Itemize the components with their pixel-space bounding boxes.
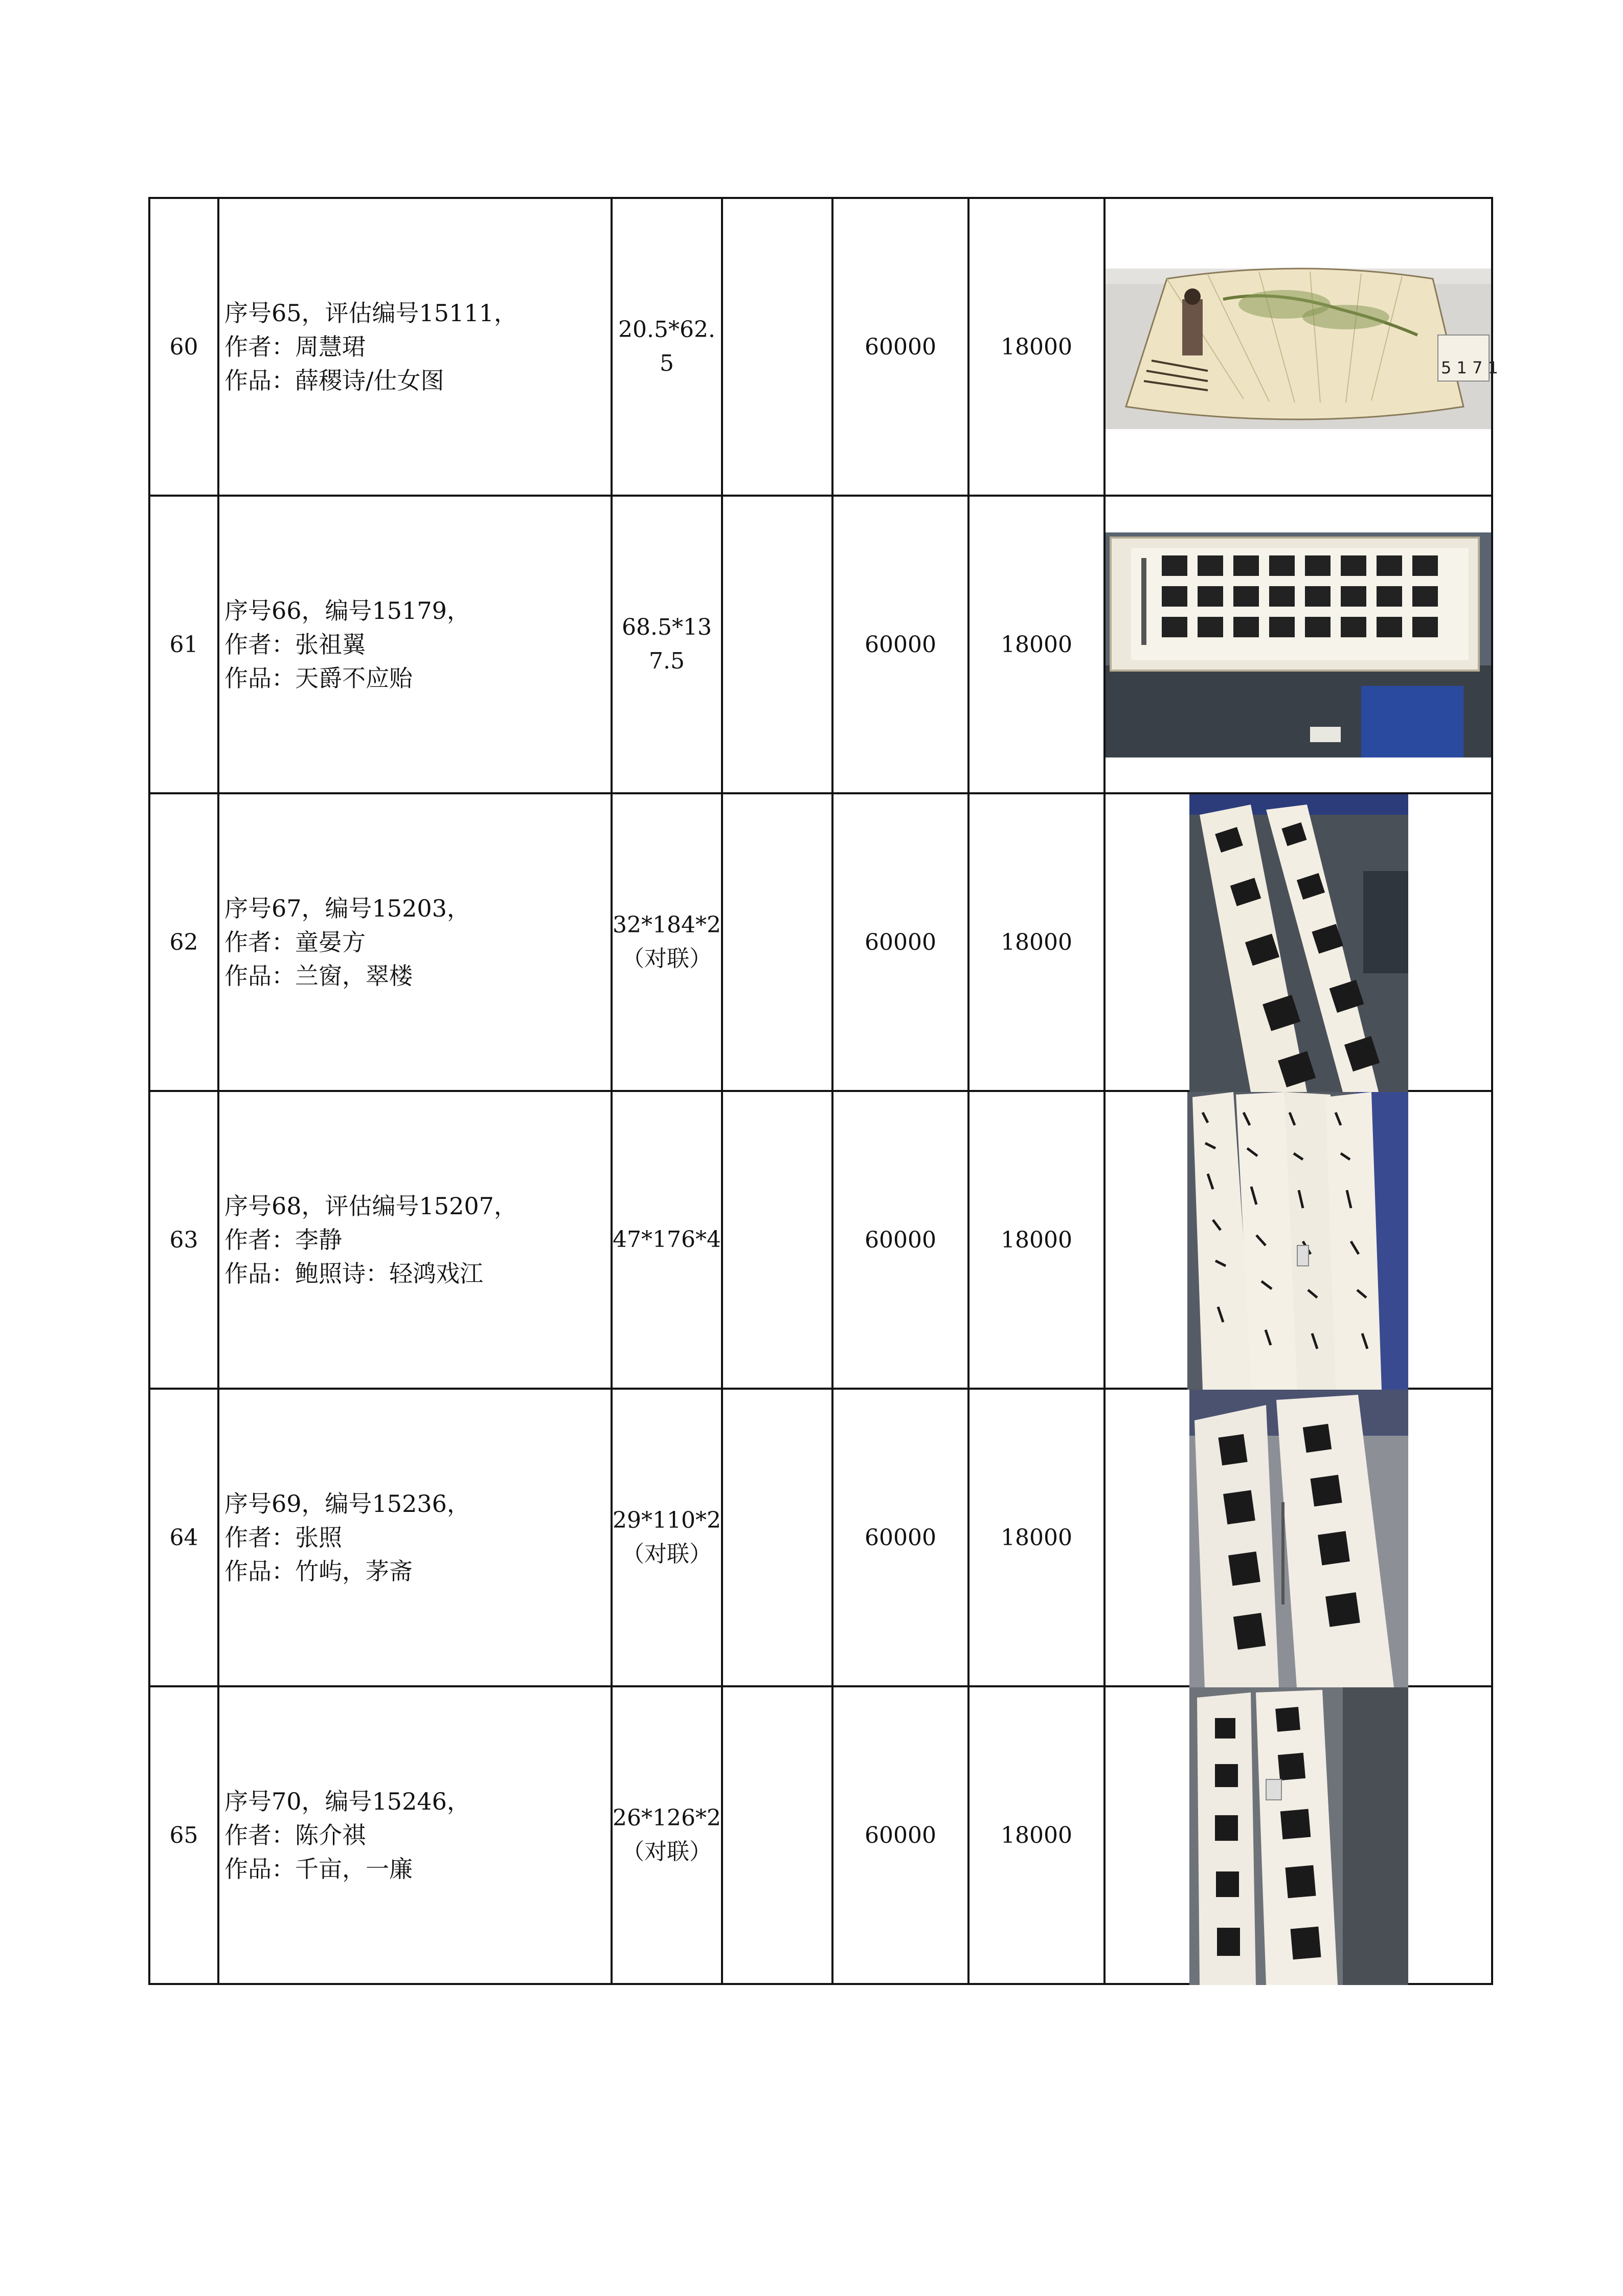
row-number: 61 — [149, 496, 218, 793]
title-line: 作品：千亩，一廉 — [224, 1855, 413, 1883]
artwork-photo-cell — [1104, 793, 1492, 1091]
title-line: 作品：竹屿，茅斋 — [224, 1557, 413, 1585]
reserve-price: 18000 — [968, 1091, 1104, 1389]
reserve-price: 18000 — [968, 793, 1104, 1091]
row-number: 60 — [149, 198, 218, 496]
row-number: 62 — [149, 793, 218, 1091]
empty-cell — [722, 1686, 832, 1984]
artwork-description — [218, 1686, 612, 1984]
table-row — [149, 1091, 1492, 1389]
artwork-description — [218, 1091, 612, 1389]
table-row — [149, 1686, 1492, 1984]
title-line: 作品：天爵不应贻 — [224, 664, 413, 692]
lot-line: 序号69，编号15236， — [224, 1490, 470, 1518]
artwork-size: 26*126*2（对联） — [612, 1686, 722, 1984]
table-row — [149, 793, 1492, 1091]
artwork-description — [218, 496, 612, 793]
couplet-photo — [1189, 794, 1408, 1092]
artwork-size: 68.5*137.5 — [612, 496, 722, 793]
title-line: 作品：薛稷诗/仕女图 — [224, 367, 444, 394]
table-row — [149, 198, 1492, 496]
artwork-description — [218, 198, 612, 496]
artwork-size: 29*110*2（对联） — [612, 1389, 722, 1686]
lot-line: 序号70，编号15246， — [224, 1788, 470, 1815]
artwork-photo-cell — [1104, 496, 1492, 793]
artwork-description — [218, 1389, 612, 1686]
author-line: 作者：张照 — [224, 1524, 342, 1551]
artwork-size: 20.5*62.5 — [612, 198, 722, 496]
title-line: 作品：兰窗，翠楼 — [224, 962, 413, 990]
author-line: 作者：张祖翼 — [224, 631, 366, 658]
valuation-price: 60000 — [832, 198, 968, 496]
four-scrolls-photo — [1187, 1092, 1408, 1390]
artwork-size: 32*184*2（对联） — [612, 793, 722, 1091]
fan-painting-photo — [1106, 269, 1498, 429]
empty-cell — [722, 496, 832, 793]
valuation-price: 60000 — [832, 1389, 968, 1686]
artwork-photo-cell — [1104, 1091, 1492, 1389]
lot-line: 序号67，编号15203， — [224, 895, 470, 922]
empty-cell — [722, 1389, 832, 1686]
reserve-price: 18000 — [968, 198, 1104, 496]
couplet-photo — [1189, 1687, 1408, 1985]
artwork-size: 47*176*4 — [612, 1091, 722, 1389]
author-line: 作者：陈介祺 — [224, 1821, 366, 1849]
catalog-sheet — [148, 197, 1498, 1985]
valuation-price: 60000 — [832, 1091, 968, 1389]
author-line: 作者：李静 — [224, 1226, 342, 1254]
lot-line: 序号66，编号15179， — [224, 597, 470, 625]
empty-cell — [722, 198, 832, 496]
row-number: 65 — [149, 1686, 218, 1984]
valuation-price: 60000 — [832, 496, 968, 793]
valuation-price: 60000 — [832, 793, 968, 1091]
row-number: 64 — [149, 1389, 218, 1686]
reserve-price: 18000 — [968, 1389, 1104, 1686]
artwork-description — [218, 793, 612, 1091]
author-line: 作者：童晏方 — [224, 928, 366, 956]
reserve-price: 18000 — [968, 1686, 1104, 1984]
artwork-photo-cell — [1104, 1389, 1492, 1686]
artwork-table — [148, 197, 1498, 1985]
table-row — [149, 1389, 1492, 1686]
table-row — [149, 496, 1492, 793]
lot-line: 序号68，评估编号15207， — [224, 1192, 517, 1220]
empty-cell — [722, 793, 832, 1091]
title-line: 作品：鲍照诗：轻鸿戏江 — [224, 1260, 483, 1287]
reserve-price: 18000 — [968, 496, 1104, 793]
lot-line: 序号65，评估编号15111， — [224, 299, 517, 327]
artwork-photo-cell — [1104, 1686, 1492, 1984]
row-number: 63 — [149, 1091, 218, 1389]
couplet-photo — [1189, 1390, 1408, 1687]
artwork-photo-cell — [1104, 198, 1498, 496]
valuation-price: 60000 — [832, 1686, 968, 1984]
author-line: 作者：周慧珺 — [224, 333, 366, 361]
empty-cell — [722, 1091, 832, 1389]
photo-tag-text: 5 1 7 1 — [1441, 358, 1498, 377]
horizontal-calligraphy-photo — [1106, 532, 1491, 757]
